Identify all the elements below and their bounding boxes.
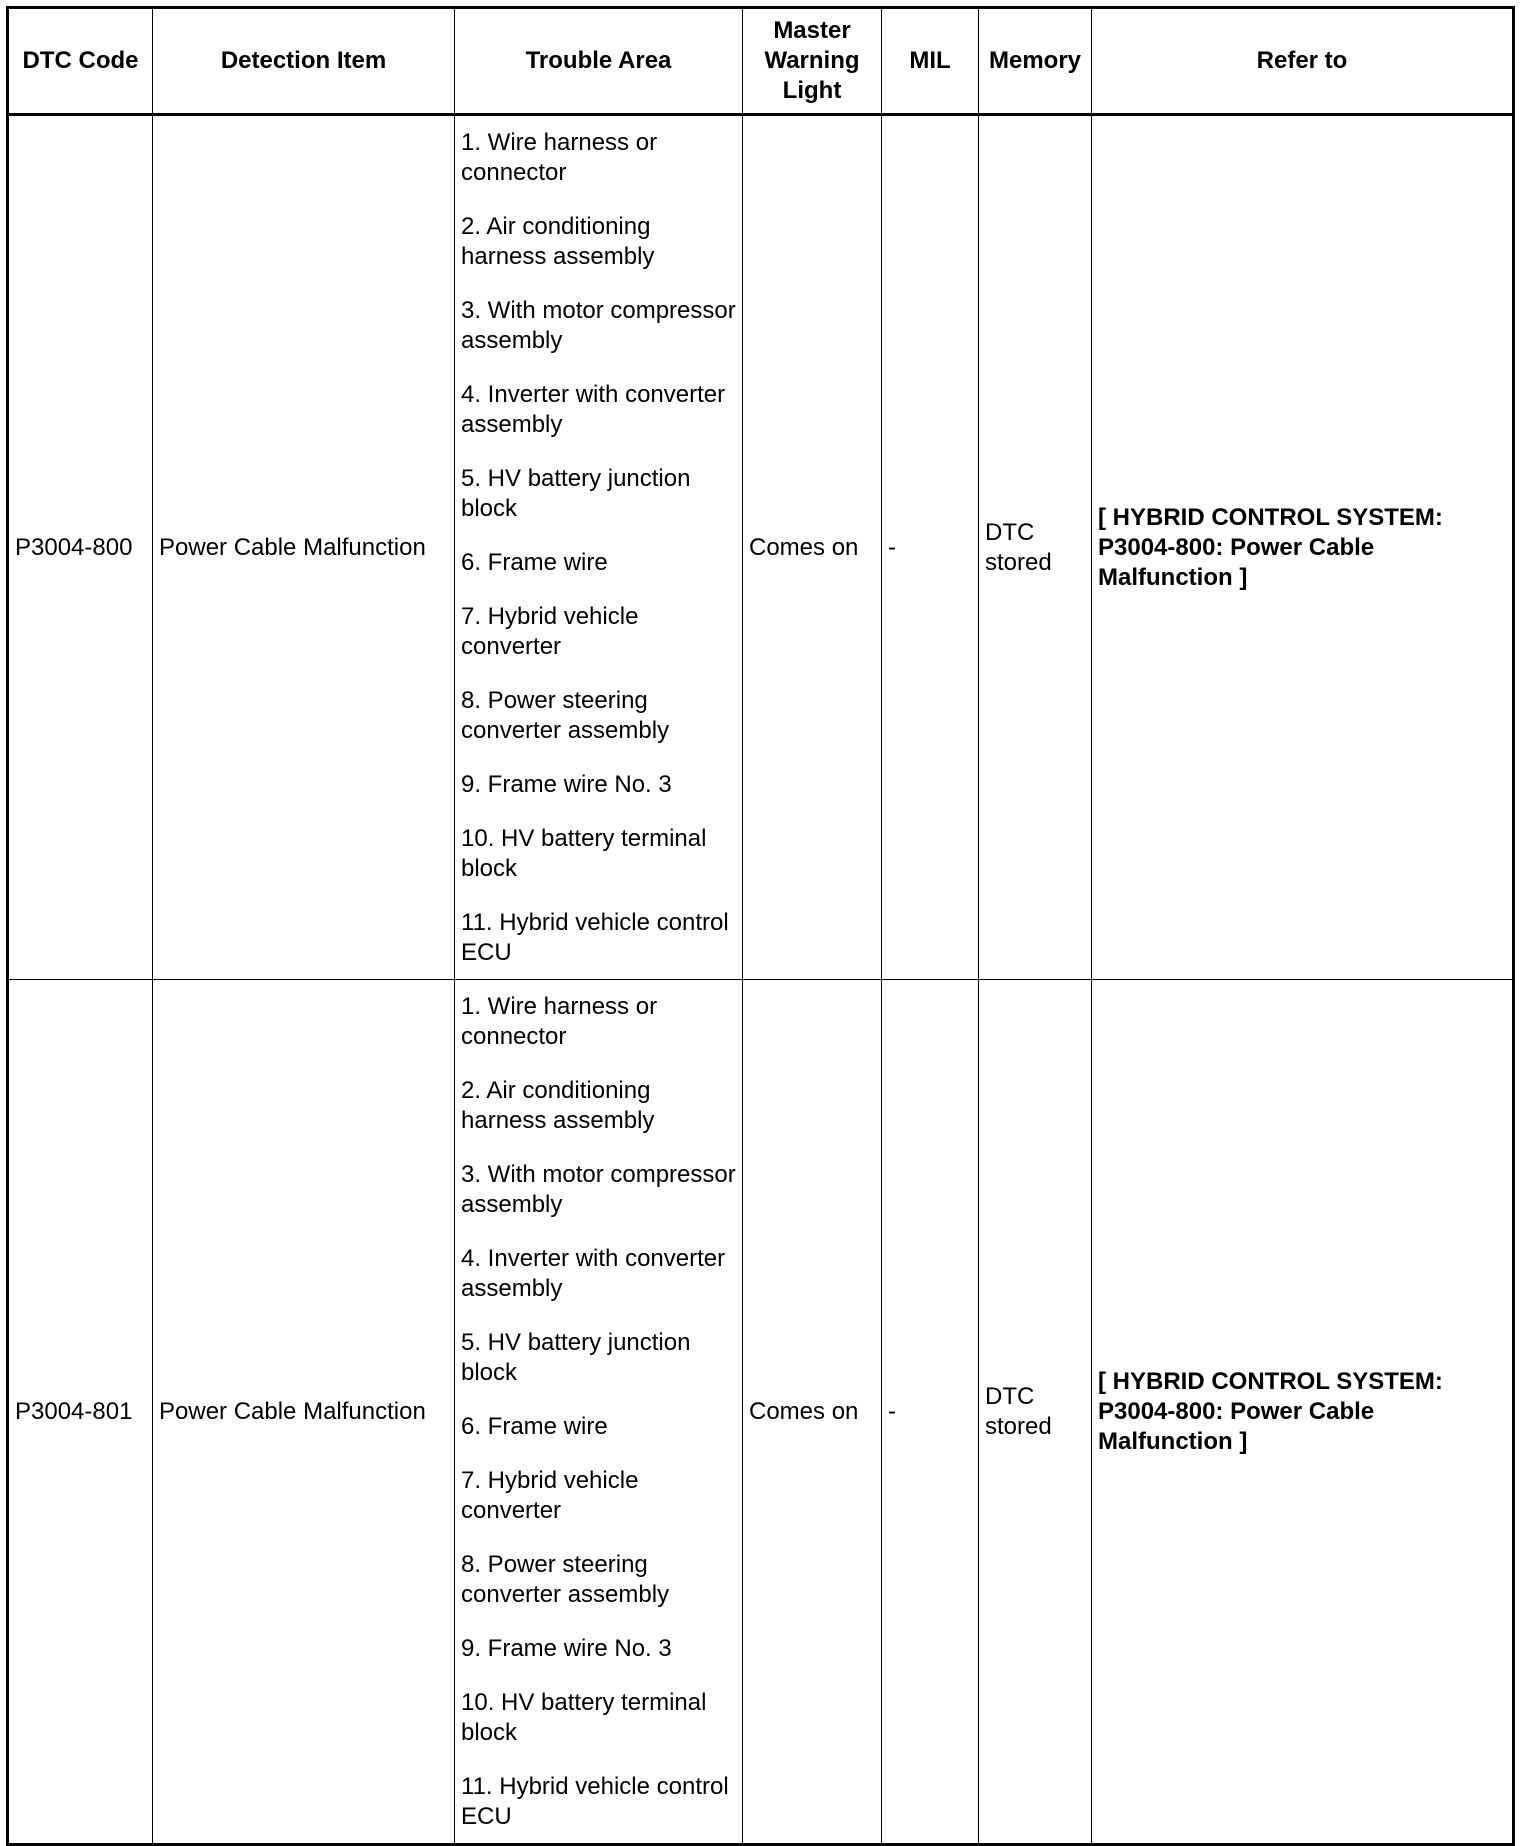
refer-to-cell: [1092, 115, 1514, 980]
refer-to-link[interactable]: [ HYBRID CONTROL SYSTEM: P3004-800: Power Cable Malfunction ]: [1098, 1367, 1443, 1455]
trouble-area-item: 3. With motor compressor assembly: [461, 296, 736, 354]
trouble-area-item: 9. Frame wire No. 3: [461, 770, 672, 798]
header-dtc-code: DTC Code: [8, 8, 153, 115]
trouble-area-list: [461, 992, 738, 1832]
trouble-area-item: 10. HV battery terminal block: [461, 824, 707, 882]
trouble-area-item: 1. Wire harness or connector: [461, 128, 658, 186]
memory-cell: DTC stored: [979, 115, 1092, 980]
header-trouble-area: Trouble Area: [455, 8, 743, 115]
trouble-area-cell: [455, 980, 743, 1845]
trouble-area-item: 5. HV battery junction block: [461, 464, 691, 522]
header-refer-to: Refer to: [1092, 8, 1514, 115]
header-row: [8, 8, 1514, 115]
trouble-area-item: 5. HV battery junction block: [461, 1328, 691, 1386]
table-row: [8, 115, 1514, 980]
dtc-code-cell: P3004-801: [8, 980, 153, 1845]
trouble-area-item: 11. Hybrid vehicle control ECU: [461, 1772, 729, 1830]
master-warning-light-cell: Comes on: [743, 980, 882, 1845]
mil-cell: -: [882, 115, 979, 980]
header-detection-item: Detection Item: [153, 8, 455, 115]
mil-cell: -: [882, 980, 979, 1845]
memory-cell: DTC stored: [979, 980, 1092, 1845]
refer-to-link[interactable]: [ HYBRID CONTROL SYSTEM: P3004-800: Power Cable Malfunction ]: [1098, 503, 1443, 591]
trouble-area-item: 8. Power steering converter assembly: [461, 1550, 670, 1608]
dtc-table: [6, 6, 1515, 1846]
trouble-area-item: 4. Inverter with converter assembly: [461, 380, 726, 438]
trouble-area-item: 8. Power steering converter assembly: [461, 686, 670, 744]
detection-item-cell: Power Cable Malfunction: [153, 980, 455, 1845]
trouble-area-item: 3. With motor compressor assembly: [461, 1160, 736, 1218]
trouble-area-item: 11. Hybrid vehicle control ECU: [461, 908, 729, 966]
trouble-area-item: 2. Air conditioning harness assembly: [461, 1076, 655, 1134]
refer-to-cell: [1092, 980, 1514, 1845]
header-memory: Memory: [979, 8, 1092, 115]
trouble-area-item: 6. Frame wire: [461, 548, 608, 576]
header-mil: MIL: [882, 8, 979, 115]
dtc-code-cell: P3004-800: [8, 115, 153, 980]
trouble-area-item: 7. Hybrid vehicle converter: [461, 602, 639, 660]
trouble-area-item: 10. HV battery terminal block: [461, 1688, 707, 1746]
trouble-area-cell: [455, 115, 743, 980]
trouble-area-item: 4. Inverter with converter assembly: [461, 1244, 726, 1302]
trouble-area-item: 2. Air conditioning harness assembly: [461, 212, 655, 270]
trouble-area-item: 7. Hybrid vehicle converter: [461, 1466, 639, 1524]
trouble-area-item: 1. Wire harness or connector: [461, 992, 658, 1050]
table-row: [8, 980, 1514, 1845]
detection-item-cell: Power Cable Malfunction: [153, 115, 455, 980]
trouble-area-list: [461, 128, 738, 968]
header-master-warning-light: Master Warning Light: [743, 8, 882, 115]
master-warning-light-cell: Comes on: [743, 115, 882, 980]
trouble-area-item: 9. Frame wire No. 3: [461, 1634, 672, 1662]
trouble-area-item: 6. Frame wire: [461, 1412, 608, 1440]
